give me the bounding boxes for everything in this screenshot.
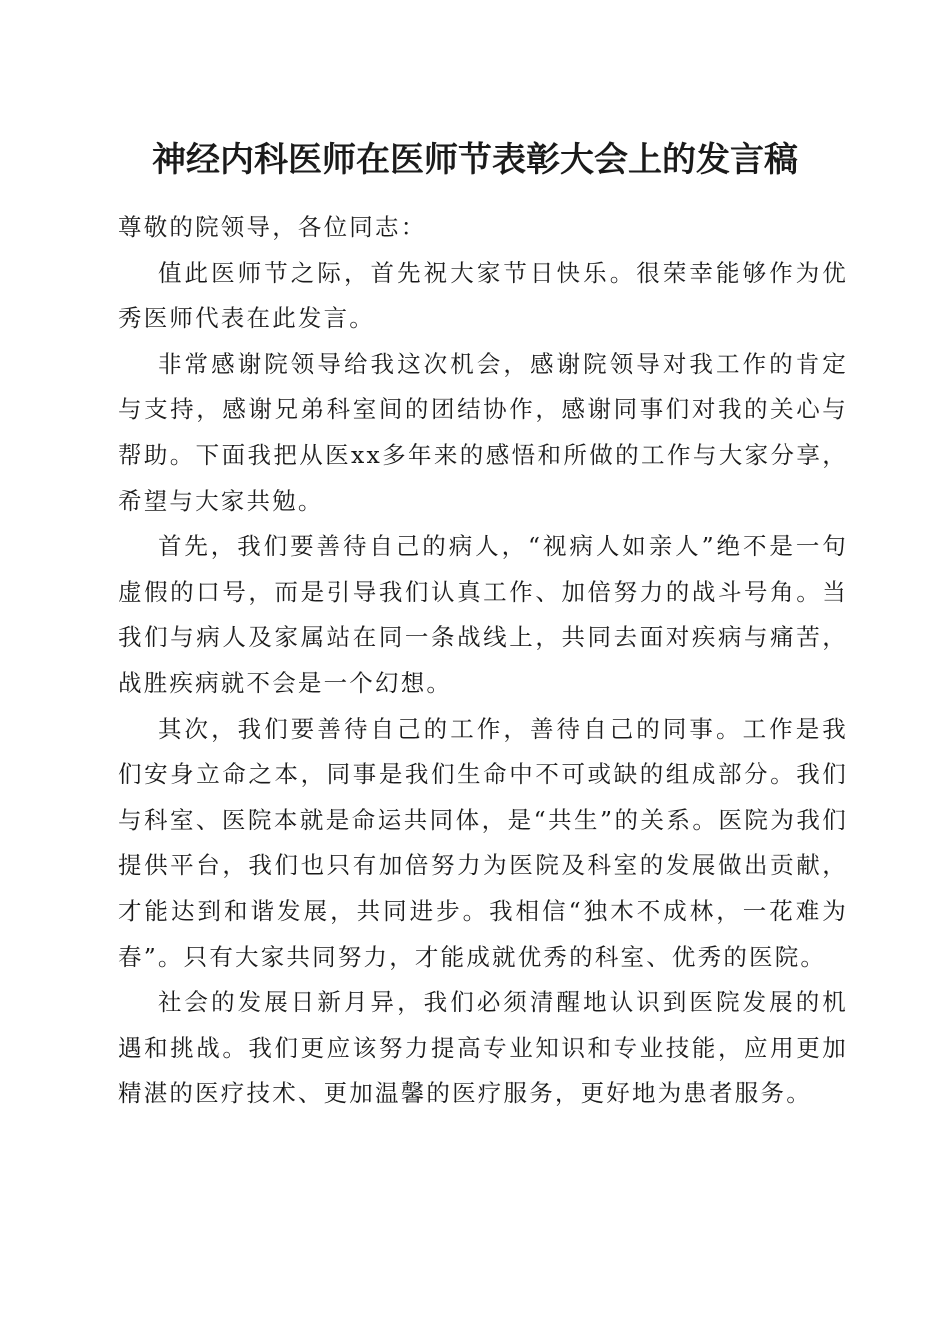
salutation: 尊敬的院领导，各位同志： <box>118 213 427 241</box>
document-body <box>118 205 848 1117</box>
paragraph-5: 社会的发展日新月异，我们必须清醒地认识到医院发展的机遇和挑战。我们更应该努力提高专业知识和专业技能，应用更加精湛的医疗技术、更加温馨的医疗服务，更好地为患者服务。 <box>118 988 848 1108</box>
paragraph-4: 其次，我们要善待自己的工作，善待自己的同事。工作是我们安身立命之本，同事是我们生命中不可或缺的组成部分。我们与科室、医院本就是命运共同体，是“共生”的关系。医院为我们提供平台，我们也只有加倍努力为医院及科室的发展做出贡献，才能达到和谐发展，共同进步。我相信“独木不成林，一花难为春”。只有大家共同努力，才能成就优秀的科室、优秀的医院。 <box>118 714 848 971</box>
document-title: 神经内科医师在医师节表彰大会上的发言稿 <box>152 140 798 180</box>
paragraph-1: 值此医师节之际，首先祝大家节日快乐。很荣幸能够作为优秀医师代表在此发言。 <box>118 258 848 333</box>
paragraph-2: 非常感谢院领导给我这次机会，感谢院领导对我工作的肯定与支持，感谢兄弟科室间的团结协作，感谢同事们对我的关心与帮助。下面我把从医xx多年来的感悟和所做的工作与大家分享，希望与大家共勉。 <box>118 349 848 515</box>
paragraph-3: 首先，我们要善待自己的病人，“视病人如亲人”绝不是一句虚假的口号，而是引导我们认真工作、加倍努力的战斗号角。当我们与病人及家属站在同一条战线上，共同去面对疾病与痛苦，战胜疾病就不会是一个幻想。 <box>118 532 848 697</box>
